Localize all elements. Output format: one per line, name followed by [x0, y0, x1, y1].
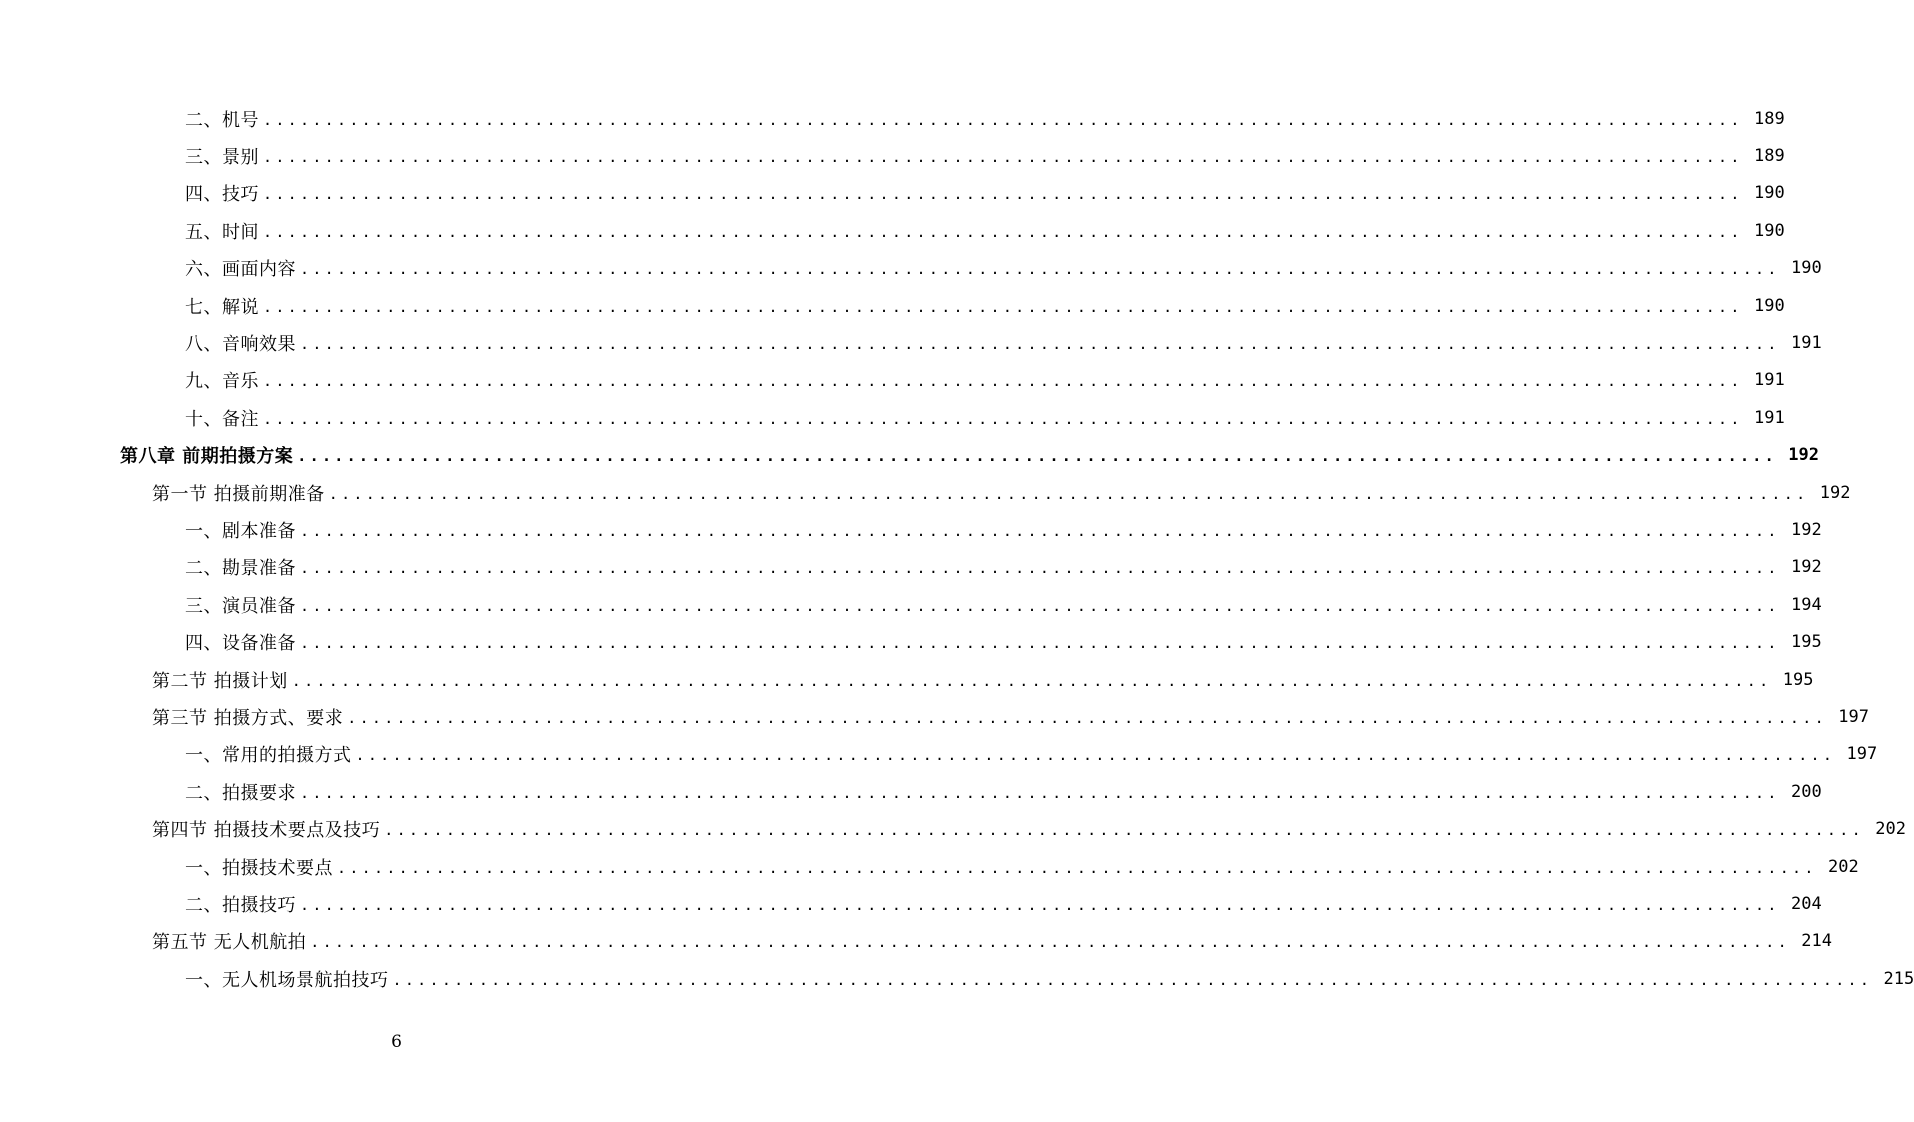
- toc-entry-label: 四、技巧: [185, 184, 259, 206]
- toc-entry-label: 三、演员准备: [185, 595, 296, 617]
- toc-entry-page: 214: [1801, 931, 1832, 952]
- toc-section-entry[interactable]: [0, 923, 1832, 960]
- toc-subsection-entry[interactable]: [0, 736, 1878, 773]
- toc-entry-label: 七、解说: [185, 296, 259, 318]
- toc-entry-page: 194: [1790, 594, 1822, 615]
- toc-entry-label: 一、剧本准备: [185, 520, 296, 542]
- toc-subsection-entry[interactable]: [0, 399, 1785, 436]
- toc-dot-leader: ........................................................................................................................: [328, 484, 1809, 503]
- toc-section-entry[interactable]: [0, 661, 1814, 698]
- toc-subsection-entry[interactable]: [0, 623, 1822, 660]
- toc-subsection-entry[interactable]: [0, 250, 1822, 287]
- toc-subsection-entry[interactable]: [0, 960, 1914, 997]
- toc-subsection-entry[interactable]: [0, 549, 1822, 586]
- toc-dot-leader: ........................................................................................................................: [392, 970, 1873, 989]
- toc-entry-page: 215: [1883, 968, 1914, 989]
- toc-entry-page: 202: [1875, 819, 1906, 840]
- toc-subsection-entry[interactable]: [0, 885, 1822, 922]
- toc-dot-leader: ........................................................................................................................: [384, 821, 1864, 840]
- toc-chapter-entry[interactable]: [0, 437, 1819, 474]
- toc-entry-label: 十、备注: [185, 408, 259, 430]
- toc-section-entry[interactable]: [0, 810, 1906, 847]
- toc-entry-page: 197: [1846, 744, 1878, 765]
- toc-entry-label: 第四节 拍摄技术要点及技巧: [152, 820, 381, 842]
- toc-entry-page: 192: [1819, 482, 1851, 503]
- toc-entry-page: 191: [1790, 333, 1822, 354]
- toc-entry-page: 192: [1790, 557, 1822, 578]
- page-number: 6: [391, 1032, 402, 1052]
- toc-entry-label: 六、画面内容: [185, 259, 296, 281]
- toc-entry-label: 二、拍摄技巧: [185, 894, 296, 916]
- toc-subsection-entry[interactable]: [0, 212, 1785, 249]
- toc-dot-leader: ........................................................................................................................: [300, 634, 1780, 653]
- toc-dot-leader: ........................................................................................................................: [291, 671, 1772, 690]
- toc-dot-leader: ........................................................................................................................: [263, 297, 1743, 316]
- toc-dot-leader: ........................................................................................................................: [300, 260, 1780, 279]
- toc-entry-page: 192: [1790, 519, 1822, 540]
- toc-entry-page: 195: [1782, 669, 1814, 690]
- toc-entry-label: 八、音响效果: [185, 334, 296, 356]
- toc-dot-leader: ........................................................................................................................: [300, 521, 1780, 540]
- toc-entry-page: 189: [1753, 108, 1785, 129]
- toc-dot-leader: ........................................................................................................................: [263, 148, 1743, 167]
- toc-subsection-entry[interactable]: [0, 175, 1785, 212]
- toc-entry-label: 三、景别: [185, 147, 259, 169]
- toc-section-entry[interactable]: [0, 698, 1869, 735]
- toc-subsection-entry[interactable]: [0, 773, 1822, 810]
- toc-entry-label: 四、设备准备: [185, 633, 296, 655]
- toc-dot-leader: ........................................................................................................................: [263, 409, 1743, 428]
- toc-dot-leader: ........................................................................................................................: [300, 783, 1780, 802]
- toc-dot-leader: ........................................................................................................................: [300, 335, 1780, 354]
- toc-entry-label: 二、勘景准备: [185, 558, 296, 580]
- toc-entry-page: 204: [1790, 893, 1822, 914]
- toc-subsection-entry[interactable]: [0, 137, 1785, 174]
- toc-subsection-entry[interactable]: [0, 511, 1822, 548]
- toc-entry-page: 189: [1753, 146, 1785, 167]
- toc-entry-label: 一、常用的拍摄方式: [185, 745, 352, 767]
- toc-entry-page: 200: [1790, 781, 1822, 802]
- toc-entry-label: 第二节 拍摄计划: [152, 670, 288, 692]
- toc-entry-label: 一、拍摄技术要点: [185, 857, 333, 879]
- toc-subsection-entry[interactable]: [0, 586, 1822, 623]
- toc-entry-page: 191: [1753, 407, 1785, 428]
- toc-subsection-entry[interactable]: [0, 324, 1822, 361]
- toc-dot-leader: ........................................................................................................................: [355, 746, 1836, 765]
- toc-entry-label: 第八章 前期拍摄方案: [120, 446, 294, 468]
- toc-entry-label: 第一节 拍摄前期准备: [152, 483, 325, 505]
- toc-entry-page: 190: [1790, 258, 1822, 279]
- toc-dot-leader: ........................................................................................................................: [310, 933, 1790, 952]
- toc-dot-leader: ........................................................................................................................: [347, 708, 1827, 727]
- toc-subsection-entry[interactable]: [0, 100, 1785, 137]
- toc-dot-leader: ........................................................................................................................: [263, 185, 1743, 204]
- toc-entry-page: 195: [1790, 632, 1822, 653]
- toc-dot-leader: ........................................................................................................................: [300, 559, 1780, 578]
- toc-entry-page: 190: [1753, 183, 1785, 204]
- toc-subsection-entry[interactable]: [0, 848, 1859, 885]
- toc-subsection-entry[interactable]: [0, 287, 1785, 324]
- toc-dot-leader: ........................................................................................................................: [337, 858, 1817, 877]
- toc-entry-label: 第三节 拍摄方式、要求: [152, 707, 344, 729]
- toc-entry-page: 192: [1788, 445, 1819, 466]
- toc-entry-page: 190: [1753, 220, 1785, 241]
- toc-subsection-entry[interactable]: [0, 362, 1785, 399]
- toc-entry-label: 二、机号: [185, 109, 259, 131]
- toc-dot-leader: ........................................................................................................................: [300, 596, 1780, 615]
- toc-dot-leader: ........................................................................................................................: [263, 372, 1743, 391]
- toc-entry-page: 197: [1838, 706, 1869, 727]
- toc-entry-label: 第五节 无人机航拍: [152, 932, 307, 954]
- toc-dot-leader: ........................................................................................................................: [263, 222, 1743, 241]
- toc-entry-label: 九、音乐: [185, 371, 259, 393]
- toc-dot-leader: ........................................................................................................................: [300, 895, 1780, 914]
- toc-section-entry[interactable]: [0, 474, 1851, 511]
- toc-entry-page: 191: [1753, 370, 1785, 391]
- toc-dot-leader: ........................................................................................................................: [297, 447, 1777, 466]
- toc-dot-leader: ........................................................................................................................: [263, 110, 1743, 129]
- toc-entry-label: 五、时间: [185, 221, 259, 243]
- toc-entry-page: 202: [1827, 856, 1859, 877]
- toc-entry-label: 一、无人机场景航拍技巧: [185, 969, 389, 991]
- table-of-contents: [0, 100, 1914, 997]
- toc-entry-page: 190: [1753, 295, 1785, 316]
- toc-entry-label: 二、拍摄要求: [185, 782, 296, 804]
